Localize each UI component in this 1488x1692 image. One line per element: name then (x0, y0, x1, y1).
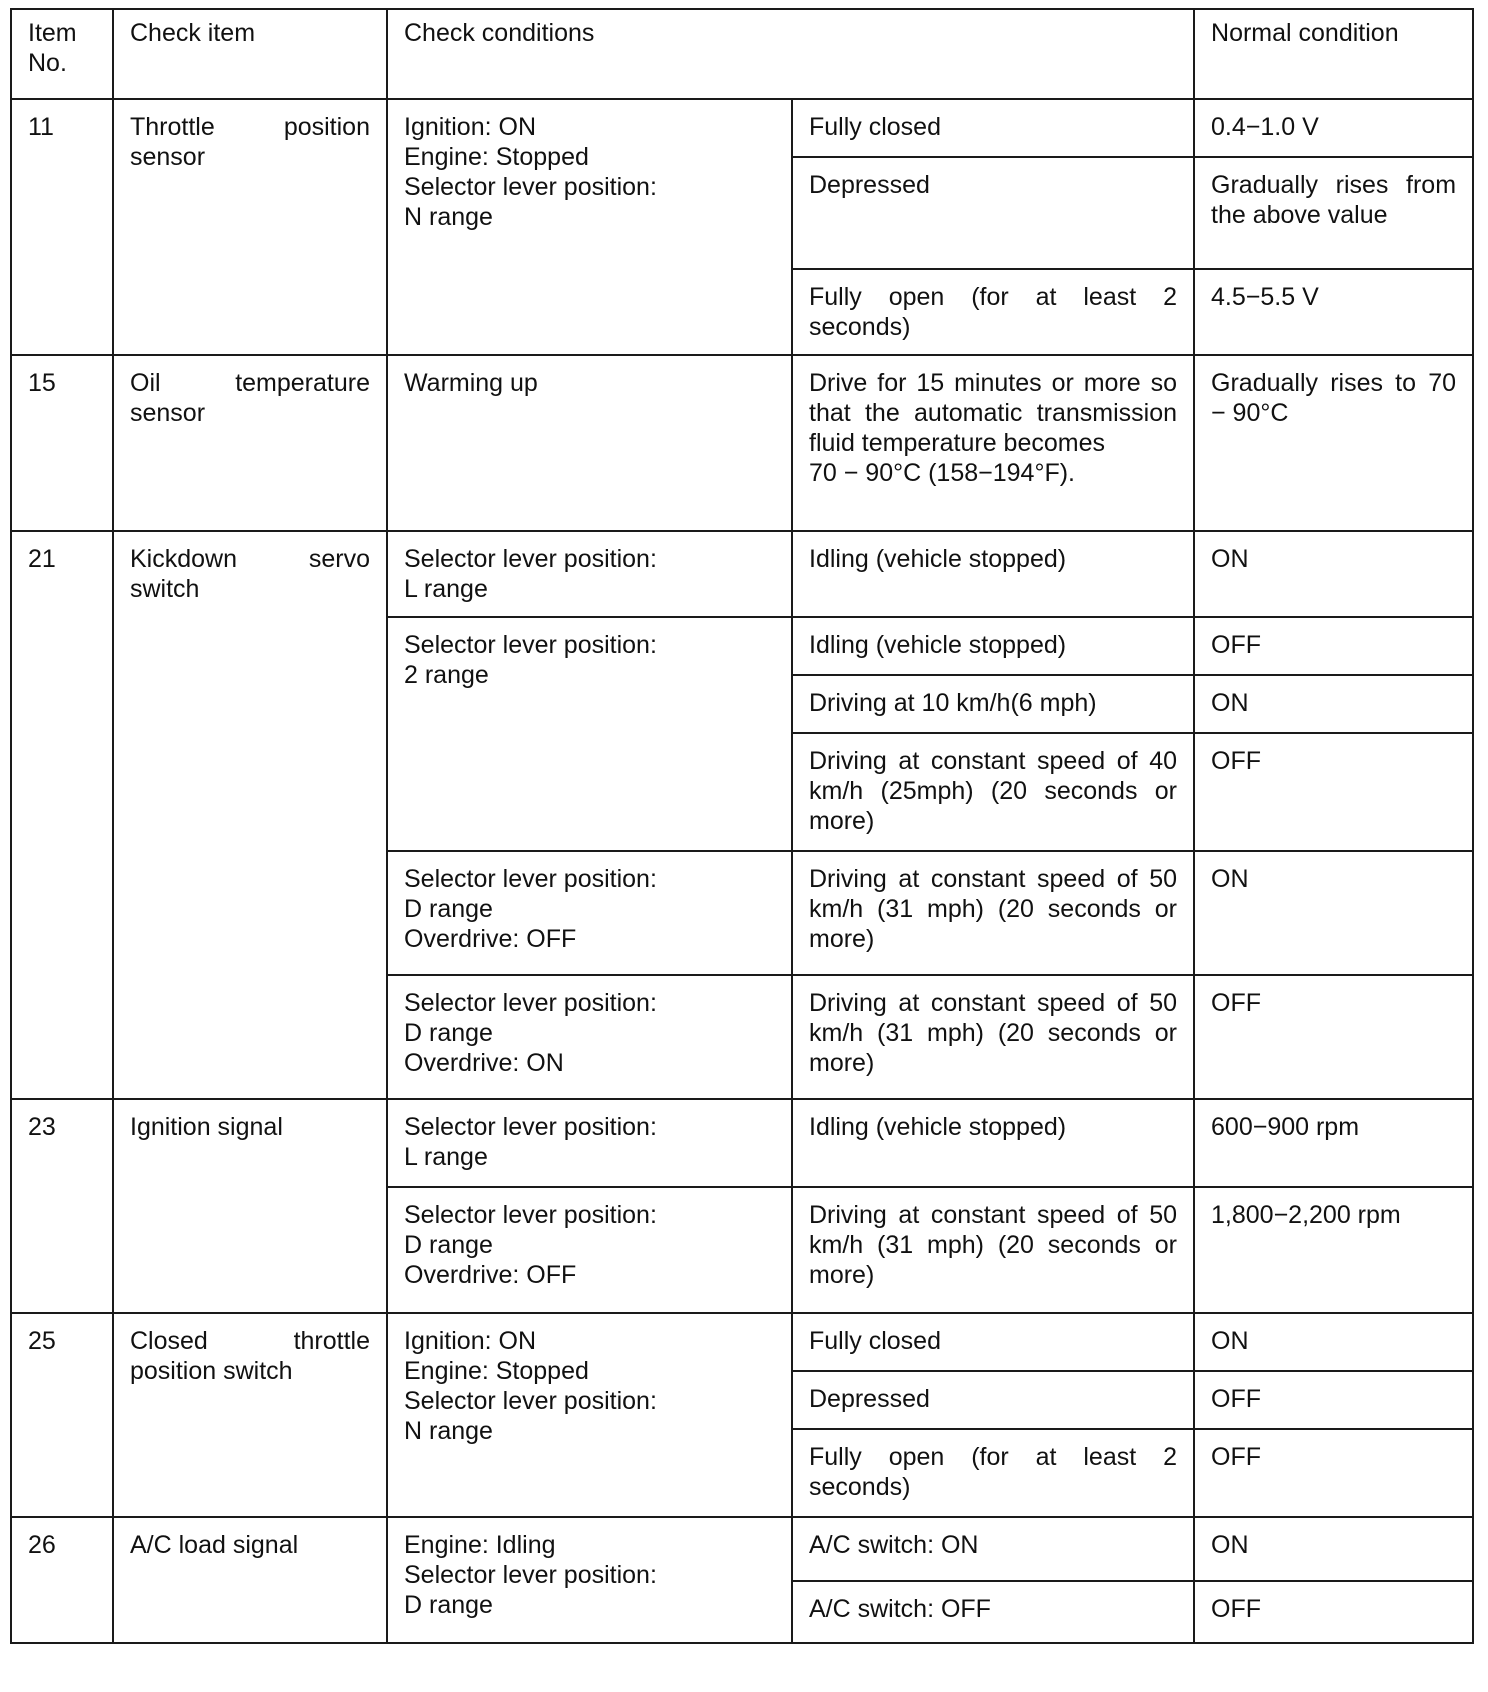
check-condition: Selector lever position: D range Overdrive: OFF (387, 1187, 792, 1313)
check-item: Kickdown servo switch (113, 531, 387, 1099)
item-no: 23 (11, 1099, 113, 1313)
header-item-no: Item No. (11, 9, 113, 99)
check-condition-detail: Depressed (792, 1371, 1194, 1429)
check-condition: Warming up (387, 355, 792, 531)
check-condition: Selector lever position: L range (387, 1099, 792, 1187)
normal-condition: ON (1194, 531, 1473, 617)
check-condition-detail: Idling (vehicle stopped) (792, 531, 1194, 617)
table-row (11, 531, 1473, 617)
table-row (11, 1099, 1473, 1187)
header-row (11, 9, 1473, 99)
normal-condition: OFF (1194, 617, 1473, 675)
normal-condition: 600−900 rpm (1194, 1099, 1473, 1187)
header-check-item: Check item (113, 9, 387, 99)
normal-condition: ON (1194, 675, 1473, 733)
header-normal-condition: Normal condition (1194, 9, 1473, 99)
normal-condition: ON (1194, 851, 1473, 975)
check-condition-detail: Driving at constant speed of 50 km/h (31 mph) (20 seconds or more) (792, 851, 1194, 975)
check-item: Ignition signal (113, 1099, 387, 1313)
check-condition: Selector lever position: 2 range (387, 617, 792, 851)
check-condition-detail: Drive for 15 minutes or more so that the automatic transmission fluid temperature becomes 70 − 90°C (158−194°F). (792, 355, 1194, 531)
check-condition: Selector lever position: D range Overdrive: OFF (387, 851, 792, 975)
check-condition: Selector lever position: L range (387, 531, 792, 617)
normal-condition: OFF (1194, 1581, 1473, 1643)
normal-condition: ON (1194, 1313, 1473, 1371)
check-condition-detail: Driving at constant speed of 50 km/h (31 mph) (20 seconds or more) (792, 1187, 1194, 1313)
table-row (11, 355, 1473, 531)
check-condition-detail: Driving at constant speed of 50 km/h (31 mph) (20 seconds or more) (792, 975, 1194, 1099)
normal-condition: ON (1194, 1517, 1473, 1581)
normal-condition: 4.5−5.5 V (1194, 269, 1473, 355)
check-condition: Ignition: ON Engine: Stopped Selector lever position: N range (387, 99, 792, 355)
check-condition: Selector lever position: D range Overdrive: ON (387, 975, 792, 1099)
check-condition-detail: Depressed (792, 157, 1194, 269)
inspection-table (10, 8, 1474, 1644)
normal-condition: OFF (1194, 1371, 1473, 1429)
check-condition-detail: Driving at constant speed of 40 km/h (25mph) (20 seconds or more) (792, 733, 1194, 851)
check-condition-detail: Fully closed (792, 1313, 1194, 1371)
check-item: A/C load signal (113, 1517, 387, 1643)
check-condition: Engine: Idling Selector lever position: D range (387, 1517, 792, 1643)
table-row (11, 99, 1473, 157)
item-no: 11 (11, 99, 113, 355)
normal-condition: Gradually rises from the above value (1194, 157, 1473, 269)
check-condition-detail: Fully open (for at least 2 seconds) (792, 1429, 1194, 1517)
normal-condition: 0.4−1.0 V (1194, 99, 1473, 157)
item-no: 25 (11, 1313, 113, 1517)
table-row (11, 1313, 1473, 1371)
check-condition-detail: A/C switch: OFF (792, 1581, 1194, 1643)
check-condition-detail: A/C switch: ON (792, 1517, 1194, 1581)
item-no: 15 (11, 355, 113, 531)
check-condition-detail: Fully open (for at least 2 seconds) (792, 269, 1194, 355)
item-no: 26 (11, 1517, 113, 1643)
check-condition-detail: Idling (vehicle stopped) (792, 1099, 1194, 1187)
check-condition-detail: Fully closed (792, 99, 1194, 157)
check-item: Throttle position sensor (113, 99, 387, 355)
table-row (11, 1517, 1473, 1581)
normal-condition: OFF (1194, 733, 1473, 851)
check-condition-detail: Driving at 10 km/h(6 mph) (792, 675, 1194, 733)
check-item: Closed throttle position switch (113, 1313, 387, 1517)
normal-condition: OFF (1194, 975, 1473, 1099)
header-check-conditions: Check conditions (387, 9, 1194, 99)
check-condition: Ignition: ON Engine: Stopped Selector lever position: N range (387, 1313, 792, 1517)
item-no: 21 (11, 531, 113, 1099)
check-item: Oil temperature sensor (113, 355, 387, 531)
normal-condition: 1,800−2,200 rpm (1194, 1187, 1473, 1313)
normal-condition: OFF (1194, 1429, 1473, 1517)
check-condition-detail: Idling (vehicle stopped) (792, 617, 1194, 675)
normal-condition: Gradually rises to 70 − 90°C (1194, 355, 1473, 531)
